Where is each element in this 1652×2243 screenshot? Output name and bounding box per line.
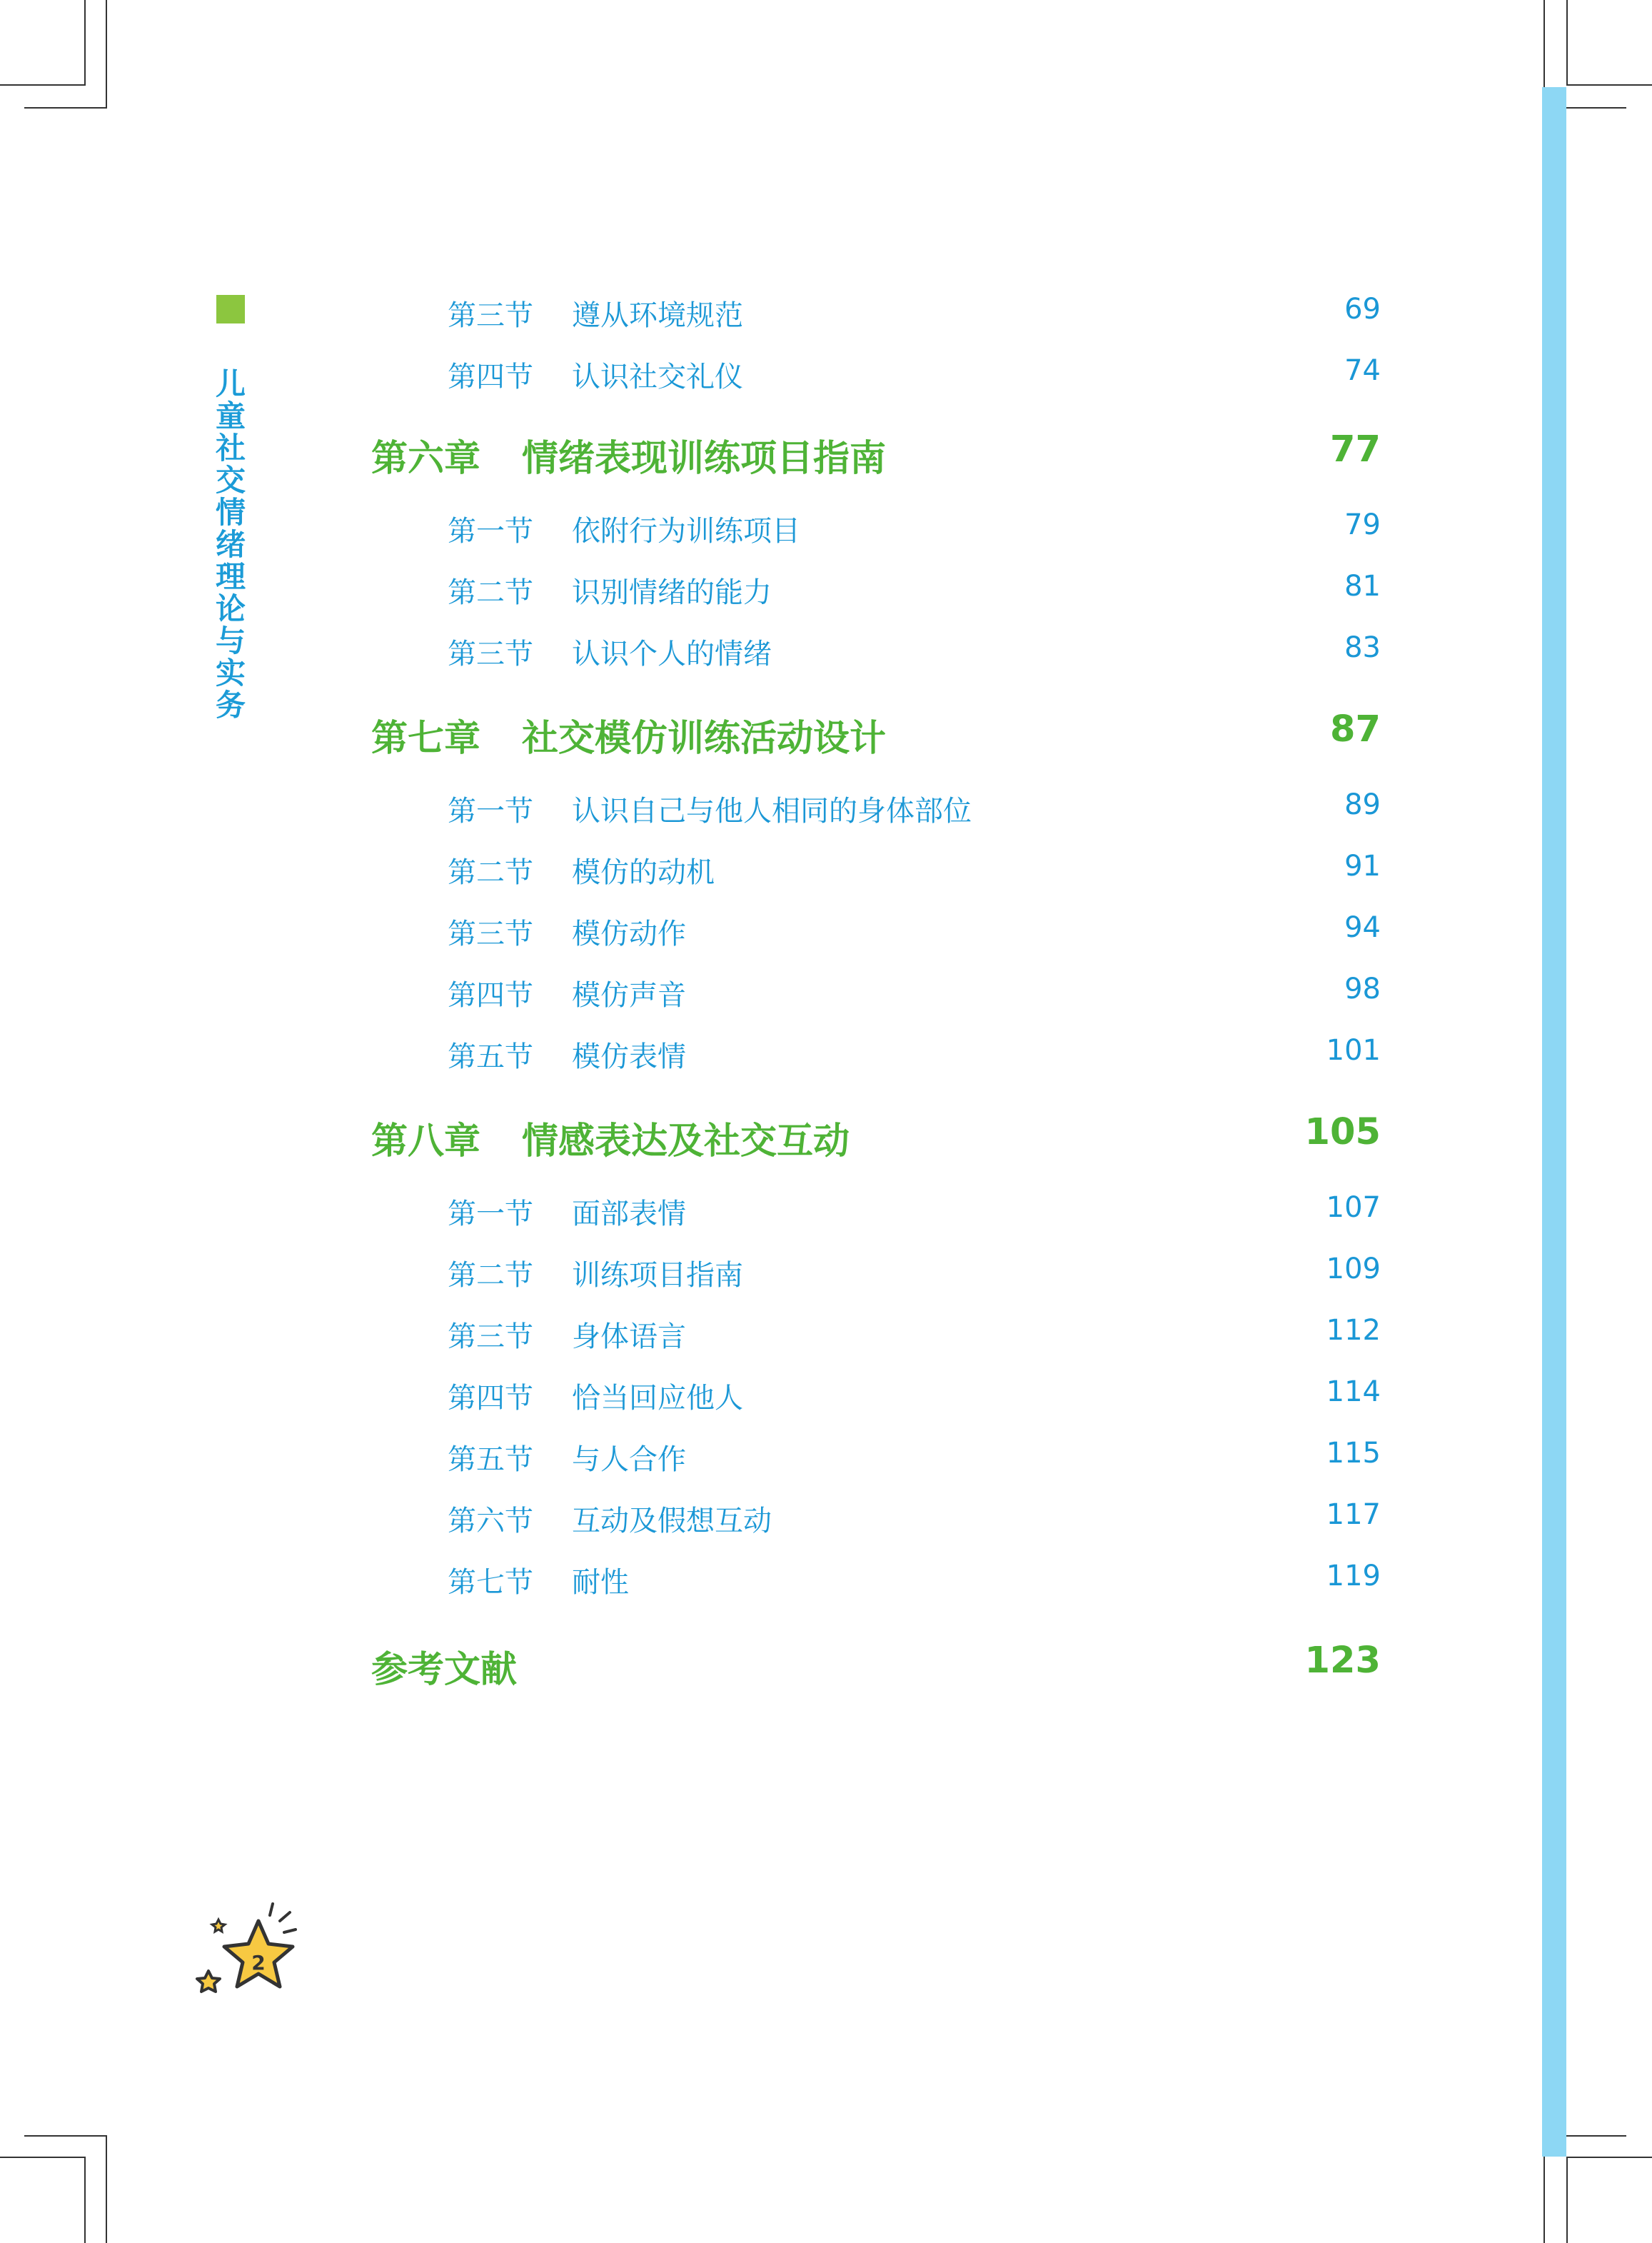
toc-section-row[interactable] <box>0 1375 1652 1418</box>
toc-entry-title: 训练项目指南 <box>572 1259 743 1292</box>
toc-entry-page: 109 <box>1326 1253 1381 1285</box>
toc-entry-title: 认识自己与他人相同的身体部位 <box>572 795 972 828</box>
toc-section-row[interactable] <box>0 1034 1652 1077</box>
toc-section-row[interactable] <box>0 973 1652 1015</box>
toc-entry-page: 79 <box>1344 508 1381 541</box>
toc-entry-number: 第一节 <box>448 795 533 828</box>
toc-section-row[interactable] <box>0 293 1652 336</box>
toc-entry-number: 第一节 <box>448 1198 533 1230</box>
toc-entry-number: 第三节 <box>448 299 533 332</box>
toc-entry-page: 74 <box>1344 354 1381 387</box>
toc-entry-title: 依附行为训练项目 <box>572 515 800 548</box>
toc-section-row[interactable] <box>0 1498 1652 1541</box>
toc-entry-page: 98 <box>1344 973 1381 1005</box>
page-number-badge <box>193 1900 314 2007</box>
toc-section-row[interactable] <box>0 1437 1652 1480</box>
toc-entry-title: 遵从环境规范 <box>572 299 743 332</box>
toc-entry-title: 互动及假想互动 <box>572 1505 772 1537</box>
toc-section-row[interactable] <box>0 850 1652 893</box>
toc-entry-number: 第四节 <box>448 979 533 1012</box>
toc-entry-number: 第五节 <box>448 1443 533 1476</box>
toc-entry-title: 情绪表现训练项目指南 <box>522 438 887 480</box>
toc-chapter-row[interactable] <box>0 708 1652 760</box>
toc-entry-page: 112 <box>1326 1314 1381 1347</box>
toc-entry-title: 模仿声音 <box>572 979 686 1012</box>
toc-entry-title: 身体语言 <box>572 1320 686 1353</box>
book-title-char: 实 <box>215 656 246 691</box>
toc-entry-title: 社交模仿训练活动设计 <box>522 718 887 760</box>
toc-entry-page: 94 <box>1344 911 1381 944</box>
toc-section-row[interactable] <box>0 911 1652 954</box>
book-title-char: 与 <box>215 623 246 658</box>
toc-entry-title: 与人合作 <box>572 1443 686 1476</box>
toc-section-row[interactable] <box>0 354 1652 397</box>
toc-entry-number: 第三节 <box>448 638 533 671</box>
toc-entry-number: 第七节 <box>448 1566 533 1599</box>
toc-entry-page: 105 <box>1304 1111 1381 1153</box>
toc-entry-number: 第六节 <box>448 1505 533 1537</box>
toc-entry-title: 模仿表情 <box>572 1040 686 1073</box>
toc-entry-number: 第四节 <box>448 361 533 393</box>
toc-entry-page: 101 <box>1326 1034 1381 1067</box>
toc-chapter-row[interactable] <box>0 428 1652 480</box>
toc-entry-page: 115 <box>1326 1437 1381 1470</box>
toc-entry-number: 第六章 <box>371 438 481 480</box>
toc-entry-page: 81 <box>1344 570 1381 603</box>
toc-entry-title: 参考文献 <box>371 1649 518 1691</box>
book-title-char: 论 <box>215 591 246 626</box>
toc-entry-number: 第七章 <box>371 718 481 760</box>
toc-section-row[interactable] <box>0 570 1652 613</box>
toc-section-row[interactable] <box>0 1314 1652 1357</box>
book-title-char: 绪 <box>215 527 246 562</box>
toc-references-row[interactable] <box>0 1640 1652 1691</box>
book-title-char: 社 <box>215 431 246 466</box>
toc-entry-title: 面部表情 <box>572 1198 686 1230</box>
toc-entry-page: 77 <box>1330 428 1381 471</box>
toc-entry-title: 认识个人的情绪 <box>572 638 772 671</box>
toc-entry-number: 第二节 <box>448 1259 533 1292</box>
toc-entry-number: 第二节 <box>448 856 533 889</box>
toc-entry-title: 耐性 <box>572 1566 629 1599</box>
toc-entry-page: 83 <box>1344 631 1381 664</box>
toc-entry-number: 第四节 <box>448 1382 533 1415</box>
toc-entry-page: 123 <box>1304 1640 1381 1682</box>
toc-entry-number: 第八章 <box>371 1120 481 1163</box>
toc-entry-page: 107 <box>1326 1191 1381 1224</box>
book-title-char: 理 <box>215 559 246 594</box>
toc-section-row[interactable] <box>0 631 1652 674</box>
book-title-char: 情 <box>215 495 246 530</box>
book-title-char: 童 <box>215 398 246 433</box>
toc-section-row[interactable] <box>0 1191 1652 1234</box>
toc-section-row[interactable] <box>0 1253 1652 1295</box>
toc-entry-number: 第三节 <box>448 918 533 950</box>
toc-entry-page: 89 <box>1344 788 1381 821</box>
toc-entry-number: 第五节 <box>448 1040 533 1073</box>
toc-section-row[interactable] <box>0 508 1652 551</box>
toc-entry-title: 识别情绪的能力 <box>572 576 772 609</box>
toc-entry-number: 第三节 <box>448 1320 533 1353</box>
toc-entry-title: 模仿的动机 <box>572 856 715 889</box>
toc-entry-page: 117 <box>1326 1498 1381 1531</box>
toc-entry-page: 87 <box>1330 708 1381 751</box>
book-title-char: 务 <box>215 688 246 723</box>
toc-entry-page: 91 <box>1344 850 1381 883</box>
toc-entry-number: 第二节 <box>448 576 533 609</box>
page-number: 2 <box>251 1951 266 1974</box>
toc-entry-title: 认识社交礼仪 <box>572 361 743 393</box>
toc-section-row[interactable] <box>0 1560 1652 1602</box>
book-title-char: 儿 <box>215 366 246 401</box>
toc-entry-page: 119 <box>1326 1560 1381 1592</box>
book-title-char: 交 <box>215 463 246 498</box>
toc-entry-title: 模仿动作 <box>572 918 686 950</box>
toc-section-row[interactable] <box>0 788 1652 831</box>
star-icon <box>193 1900 314 2007</box>
toc-entry-page: 114 <box>1326 1375 1381 1408</box>
toc-entry-page: 69 <box>1344 293 1381 326</box>
toc-entry-number: 第一节 <box>448 515 533 548</box>
toc-entry-title: 恰当回应他人 <box>572 1382 743 1415</box>
toc-entry-title: 情感表达及社交互动 <box>522 1120 850 1163</box>
toc-chapter-row[interactable] <box>0 1111 1652 1163</box>
